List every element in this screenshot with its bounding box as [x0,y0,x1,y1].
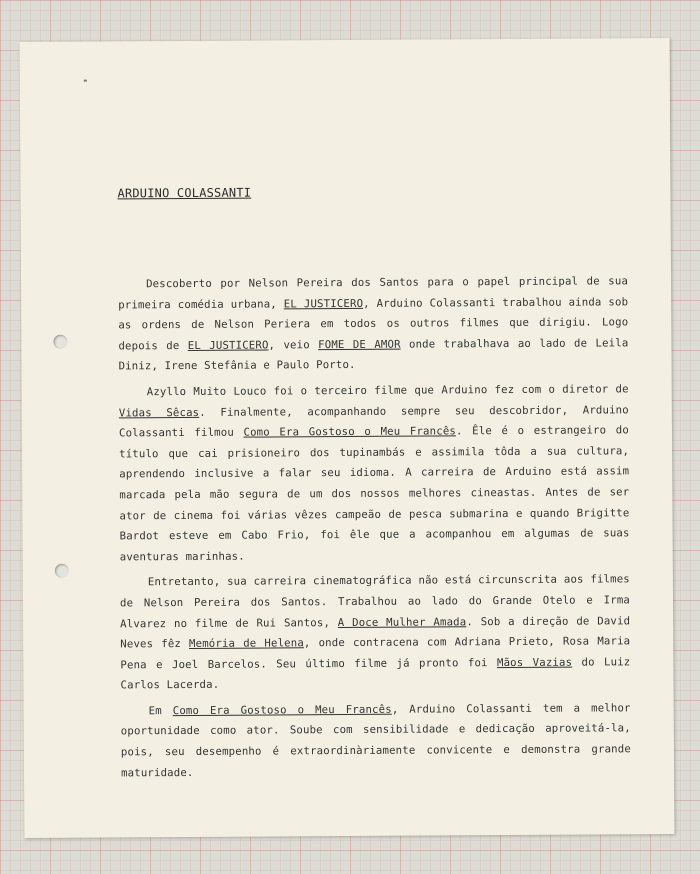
underlined-title: A Doce Mulher Amada [337,614,467,629]
typewritten-page [20,38,675,838]
text-run: , Arduino Colassanti trabalhou ainda sob as ordens de Nelson Periera em todos os outros filmes que dirigiu. Logo depois de [118,294,629,353]
underlined-title: Memória de Helena [188,636,304,651]
text-run: , veio [268,337,319,352]
paragraph-2 [119,379,630,567]
paragraph-4 [121,698,631,783]
punch-hole-bottom [55,564,69,578]
text-run: Descoberto por Nelson Pereira dos Santos para o papel principal de sua primeira comédia urbana, [118,274,629,311]
text-run: Azyllo Muito Louco foi o terceiro filme que Arduino fez com o diretor de [146,382,629,399]
underlined-title: Como Era Gostoso o Meu Francês [172,702,392,717]
text-run: Entretanto, sua carreira cinematográfica não está circunscrita aos filmes de Nelson Pereira dos Santos. Trabalhou ao lado do Grande Otelo e Irma Alvarez no filme de Rui Santos, [119,572,631,630]
text-run: , onde contracena com Adriana Prieto, Rosa Maria Pena e Joel Barcelos. Seu último filme já pronto foi [120,634,631,672]
text-run: . Êle é o estrangeiro do título que cai prisioneiro dos tupinambás e assimila tôda a sua cultura, aprendendo inclusive a falar seu idioma. A carreira de Arduino está assim marcada pela mão segura de um dos nossos melhores cineastas. Antes de ser ator de cinema foi várias vêzes campeão de pesca submarina e quando Brigitte Bardot esteve em Cabo Frio, foi êle que a acompanhou em algumas de suas aventuras marinhas. [119,423,630,564]
text-run: . Sob a direção de David Neves fêz [120,613,631,651]
underlined-title: Vidas Sêcas [118,405,200,419]
paragraph-3 [120,570,631,697]
document-title: ARDUINO COLASSANTI [117,185,252,201]
ink-speck [84,80,87,82]
text-run: Em [148,703,173,718]
underlined-title: FOME DE AMOR [318,337,401,351]
paragraph-1 [118,271,629,377]
text-run: do Luiz Carlos Lacerda. [120,654,631,692]
text-run: . Finalmente, acompanhando sempre seu descobridor, Arduino Colassanti filmou [118,402,629,440]
text-run: onde trabalhava ao lado de Leila Diniz, Irene Stefânia e Paulo Porto. [118,336,629,373]
underlined-title: EL JUSTICERO [187,338,269,352]
punch-hole-top [53,335,67,349]
underlined-title: EL JUSTICERO [283,296,364,310]
underlined-title: Como Era Gostoso o Meu Francês [243,424,457,439]
text-run: , Arduino Colassanti tem a melhor oportunidade como ator. Soube com sensibilidade e dedicação aproveitá-la, pois, seu desempenho é extraordinàriamente convicente e demonstra grande maturidade. [120,701,631,780]
document-body [118,271,631,788]
underlined-title: Mãos Vazias [496,655,573,669]
